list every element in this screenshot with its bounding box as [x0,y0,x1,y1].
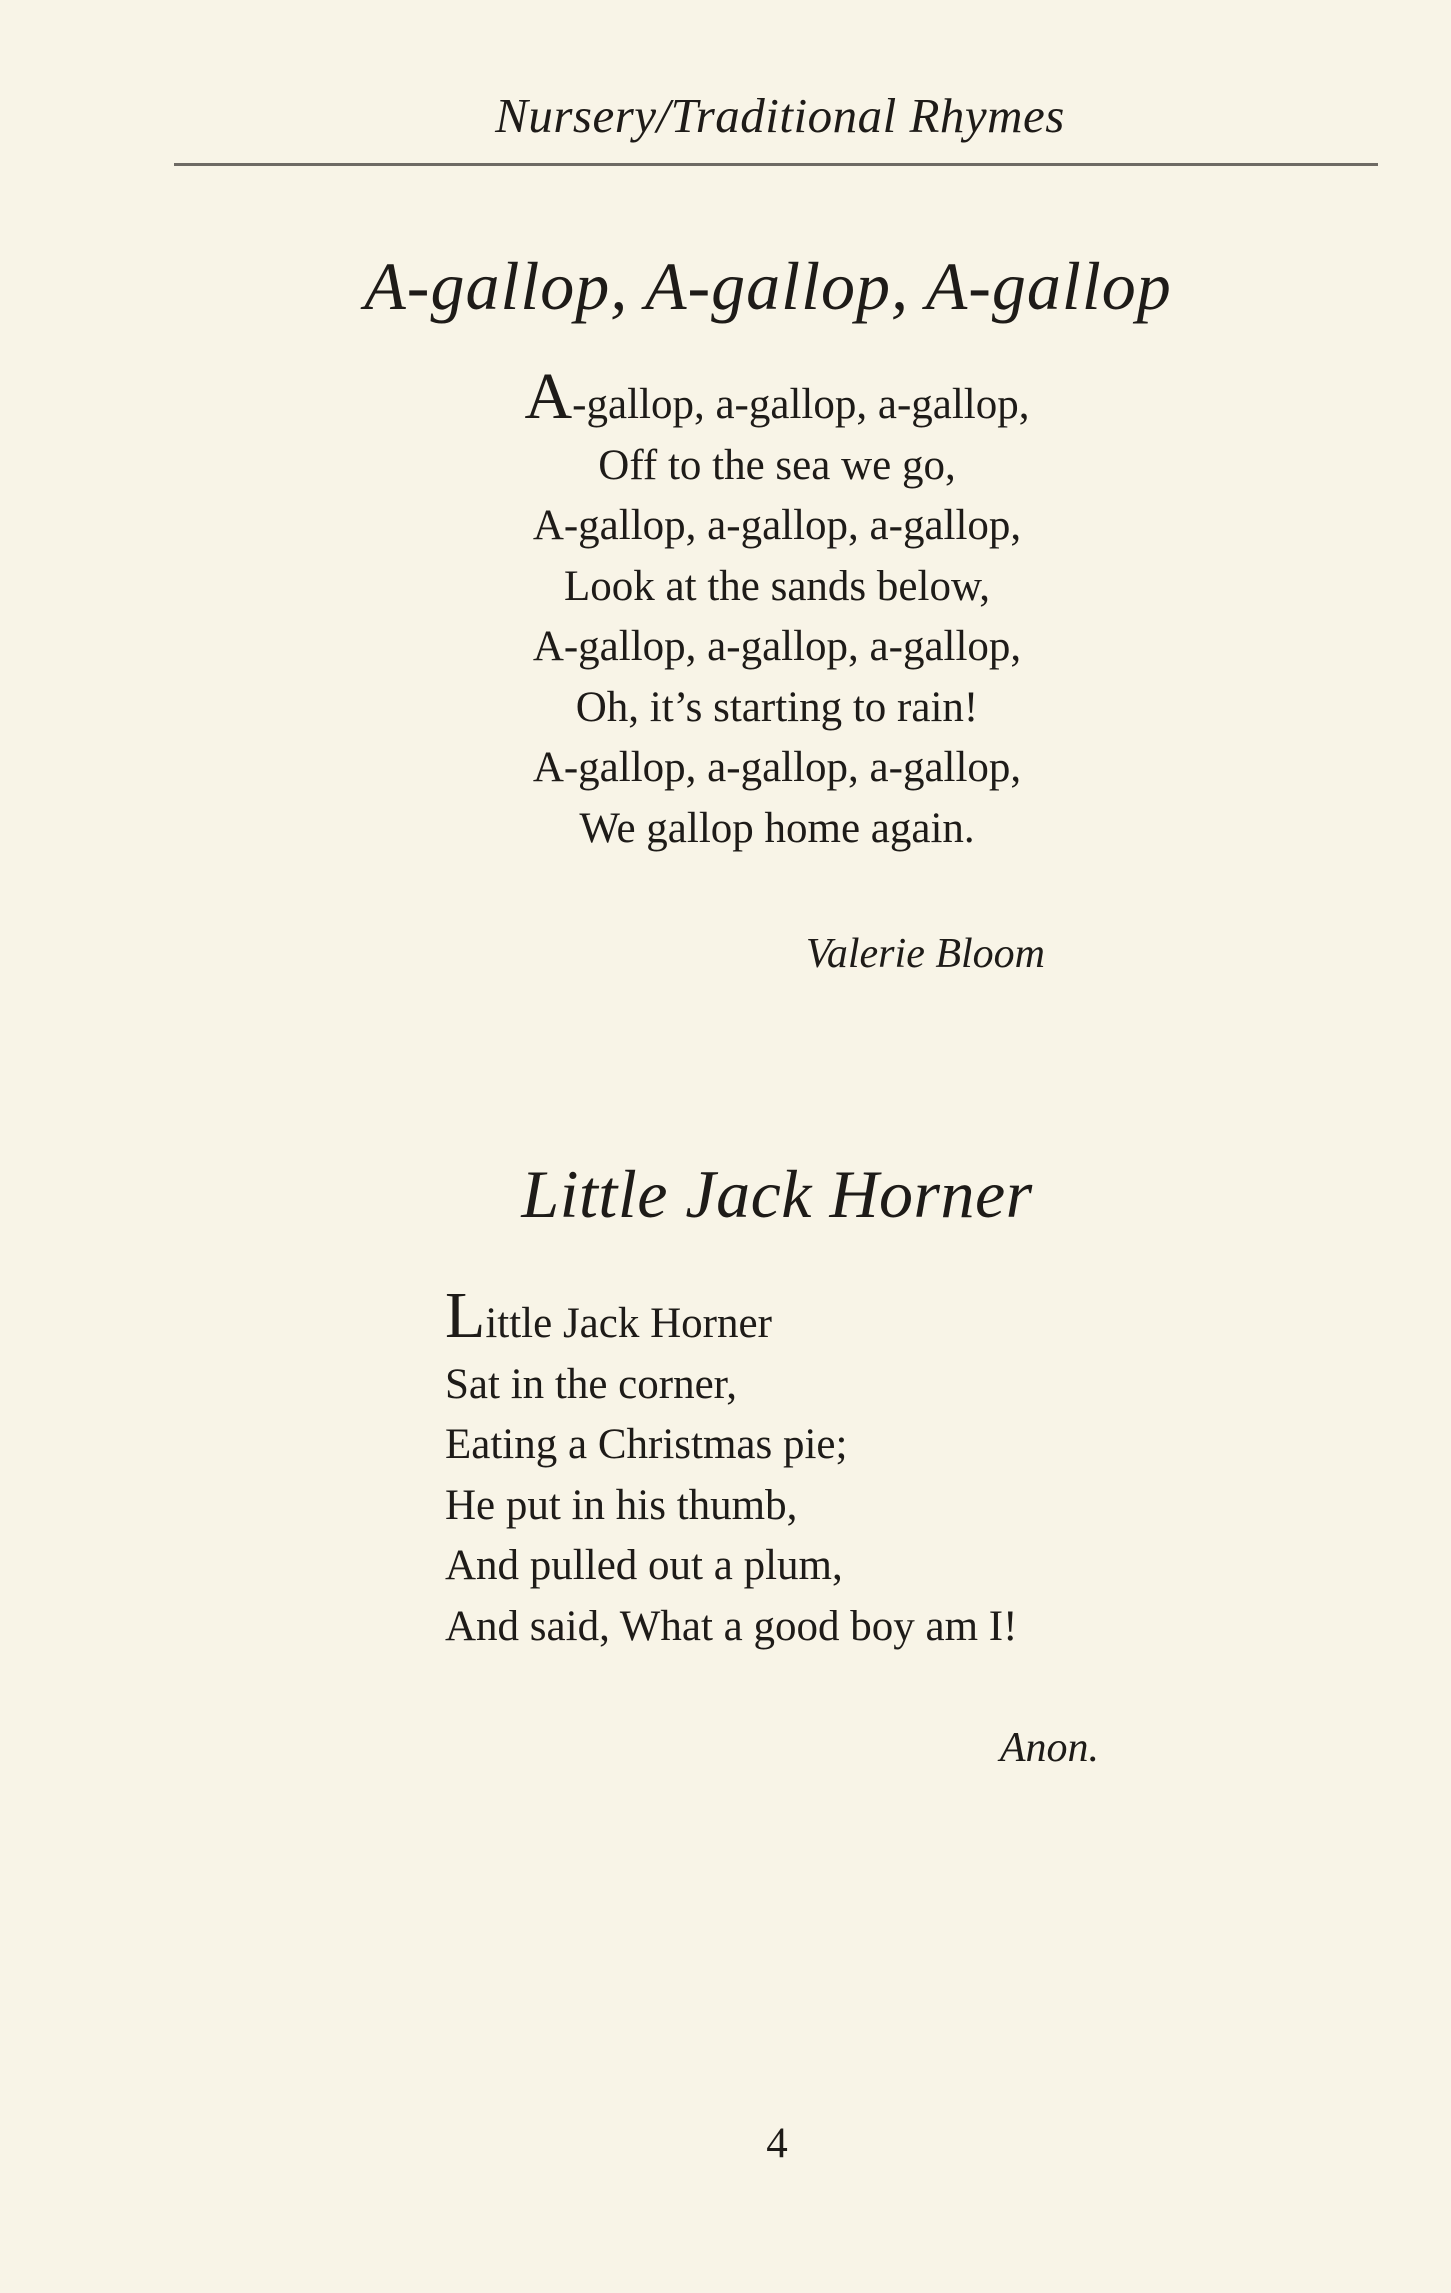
drop-cap: L [445,1279,486,1352]
poem-stanza [445,1279,1018,1657]
poem-line: And said, What a good boy am I! [445,1602,1018,1650]
poem-title: Little Jack Horner [521,1156,1033,1232]
poem-line: Sat in the corner, [445,1360,738,1408]
poem-stanza [0,360,1451,859]
running-header: Nursery/Traditional Rhymes [495,88,1065,143]
poem-line-rest: -gallop, a-gallop, a-gallop, [572,381,1030,428]
poem-line: And pulled out a plum, [445,1542,843,1589]
poem-line: Oh, it’s starting to rain! [575,683,979,731]
poem-line: Off to the sea we go, [598,441,956,489]
poem-line: A-gallop, a-gallop, a-gallop, [532,623,1022,670]
poem-line [445,1279,1017,1355]
poem-author: Valerie Bloom [805,931,1045,977]
poem-line: He put in his thumb, [445,1481,798,1529]
poem-line: We gallop home again. [579,804,975,852]
header-rule [174,163,1378,166]
poem-line-rest: ittle Jack Horner [485,1300,772,1347]
poem-line [0,360,1451,436]
page-number: 4 [766,2120,788,2167]
poem-line: Eating a Christmas pie; [445,1421,848,1468]
poem-line: Look at the sands below, [564,562,990,610]
poem-line: A-gallop, a-gallop, a-gallop, [532,502,1022,549]
poem-line: A-gallop, a-gallop, a-gallop, [532,744,1022,791]
drop-cap: A [524,360,573,433]
poem-author: Anon. [999,1725,1099,1771]
poem-title: A-gallop, A-gallop, A-gallop [364,248,1172,324]
